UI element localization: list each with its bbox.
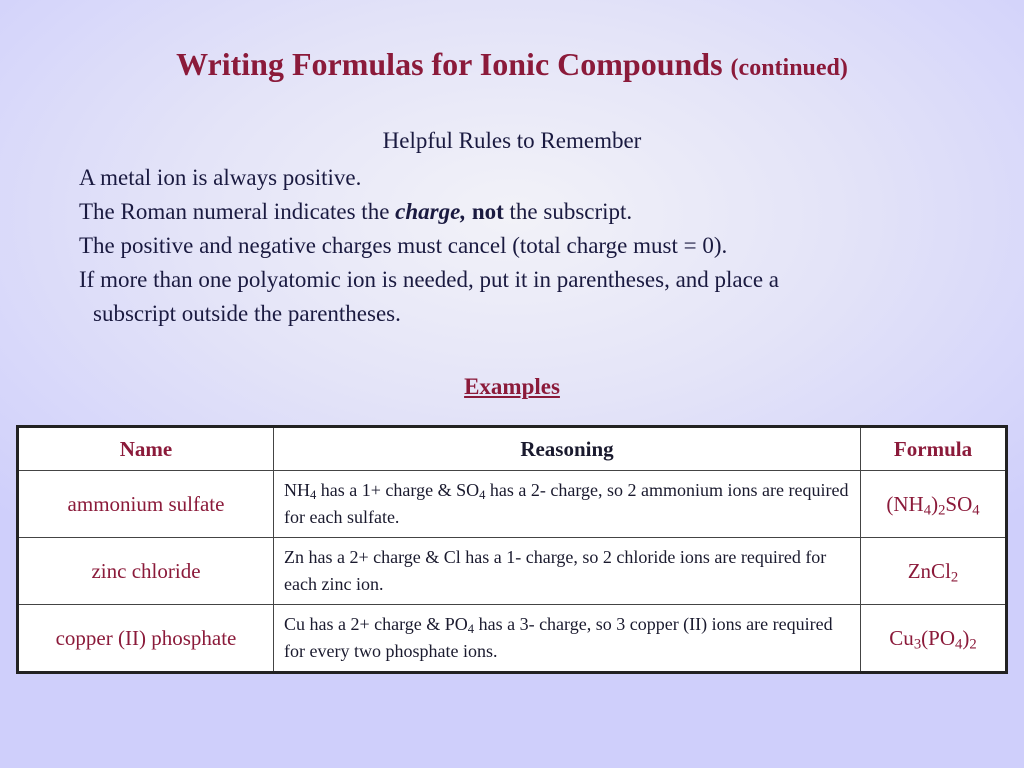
table-row [18,538,1007,605]
rules-list [79,161,959,331]
formula: ZnCl$_2$ [861,538,1007,605]
header-formula: Formula [861,427,1007,471]
compound-name: zinc chloride [18,538,274,605]
examples-table [16,425,1008,674]
rule-roman-text-a: The Roman numeral indicates the [79,199,396,224]
table-header-row [18,427,1007,471]
formula: $Cu_3(PO_4)_2$ [861,605,1007,673]
reasoning-text: $NH_4$ has a 1+ charge & $SO_4$ has a 2- charge, so 2 ammonium ions are required for each sulfate. [274,471,861,538]
header-name: Name [18,427,274,471]
compound-name: ammonium sulfate [18,471,274,538]
rule-charges-cancel: The positive and negative charges must cancel (total charge must = 0). [79,233,728,258]
formula: $(NH_4)_2SO_4$ [861,471,1007,538]
title-continued: (continued) [730,55,848,81]
examples-heading: Examples [464,374,560,399]
rule-polyatomic-parentheses-cont: subscript outside the parentheses. [93,301,401,326]
reasoning-text: Cu has a 2+ charge & $PO_4$ has a 3- charge, so 3 copper (II) ions are required for every two phosphate ions. [274,605,861,673]
rule-roman-text-b: the subscript. [503,199,633,224]
slide-title [0,44,1024,88]
rule-roman-numeral [79,195,959,229]
table-row [18,471,1007,538]
rule-not-emphasis: not [471,199,504,224]
reasoning-text: Zn has a 2+ charge & Cl has a 1- charge, so 2 chloride ions are required for each zinc ion. [274,538,861,605]
table-row [18,605,1007,673]
rules-heading: Helpful Rules to Remember [382,128,642,153]
compound-name: copper (II) phosphate [18,605,274,673]
rule-charge-emphasis: charge, [395,199,467,224]
rule-metal-positive: A metal ion is always positive. [79,165,362,190]
title-main: Writing Formulas for Ionic Compounds [176,46,723,82]
header-reasoning: Reasoning [274,427,861,471]
rule-polyatomic-parentheses: If more than one polyatomic ion is needed, put it in parentheses, and place a [79,267,779,292]
